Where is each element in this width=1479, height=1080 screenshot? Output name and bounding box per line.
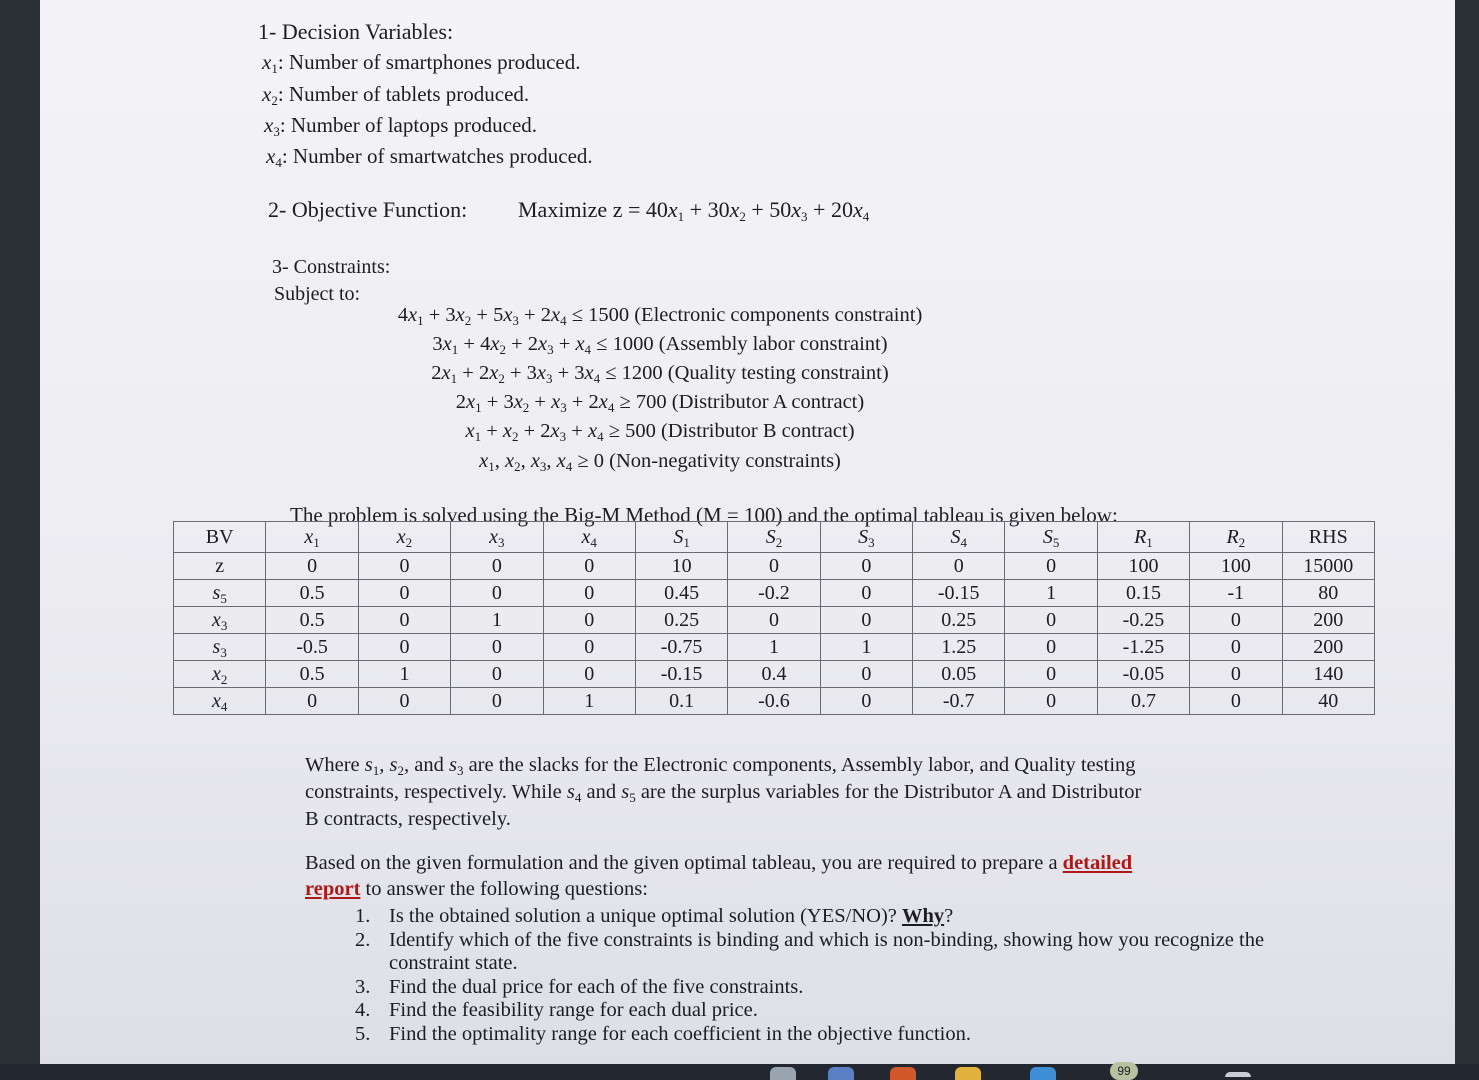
tableau-cell: 0 <box>728 607 820 634</box>
tableau-cell: 1 <box>358 661 450 688</box>
question-item: 4. Find the feasibility range for each dual price. <box>355 999 758 1021</box>
tableau-cell: 0 <box>451 661 543 688</box>
report-emphasis: report <box>305 878 361 900</box>
tableau-cell: 0 <box>1190 661 1282 688</box>
tableau-header-cell: $R_2$ <box>1190 522 1282 553</box>
basic-variable-cell: $s_5$ <box>174 580 266 607</box>
tableau-row <box>174 580 1375 607</box>
tableau-cell: 0 <box>543 607 635 634</box>
tableau-row <box>174 553 1375 580</box>
tableau-header-cell: $x_4$ <box>543 522 635 553</box>
tableau-row <box>174 688 1375 715</box>
tableau-cell: 0 <box>543 634 635 661</box>
tableau-cell: 0 <box>266 688 358 715</box>
tableau-cell: 1 <box>728 634 820 661</box>
tableau-cell: 0.05 <box>913 661 1005 688</box>
tableau-cell: 0.5 <box>266 580 358 607</box>
tableau-cell: 0 <box>1005 634 1097 661</box>
tableau-cell: 0 <box>1190 688 1282 715</box>
tableau-cell: 0 <box>451 634 543 661</box>
tableau-cell: 0 <box>1005 607 1097 634</box>
tableau-header-cell: $S_5$ <box>1005 522 1097 553</box>
tableau-header-cell: BV <box>174 522 266 553</box>
tableau-cell: 0.7 <box>1097 688 1189 715</box>
detailed-emphasis: detailed <box>1062 852 1133 874</box>
tableau-header-cell: $S_3$ <box>820 522 912 553</box>
basic-variable-cell: $x_3$ <box>174 607 266 634</box>
question-item: 5. Find the optimality range for each coefficient in the objective function. <box>355 1022 971 1045</box>
decision-variable-item: $x_3$: Number of laptops produced. <box>264 113 538 139</box>
tableau-cell: -0.75 <box>635 634 727 661</box>
tableau-cell: 100 <box>1190 553 1282 580</box>
decision-variable-item: $x_4$: Number of smartwatches produced. <box>266 144 593 170</box>
basic-variable-cell: $x_4$ <box>174 688 266 715</box>
subject-to-label: Subject to: <box>274 283 361 305</box>
tableau-cell: 0 <box>913 553 1005 580</box>
tableau-cell: 1 <box>820 634 912 661</box>
optimal-tableau <box>173 521 1375 715</box>
tableau-row <box>174 607 1375 634</box>
tableau-cell: 10 <box>635 553 727 580</box>
tableau-cell: 80 <box>1282 580 1375 607</box>
tableau-row <box>174 634 1375 661</box>
tableau-header-cell: $S_4$ <box>913 522 1005 553</box>
tableau-header-cell: $x_1$ <box>266 522 358 553</box>
tableau-cell: 0.1 <box>635 688 727 715</box>
tableau-cell: 0 <box>266 553 358 580</box>
tableau-cell: 15000 <box>1282 553 1375 580</box>
tableau-cell: 0 <box>820 661 912 688</box>
tableau-cell: 0.4 <box>728 661 820 688</box>
decision-variable-item: $x_1$: Number of smartphones produced. <box>262 50 581 76</box>
tableau-cell: -0.6 <box>728 688 820 715</box>
tableau-cell: -1.25 <box>1097 634 1189 661</box>
tableau-cell: 200 <box>1282 607 1375 634</box>
tableau-cell: 0.25 <box>635 607 727 634</box>
tableau-cell: 0 <box>820 580 912 607</box>
app-icon[interactable] <box>1030 1067 1056 1080</box>
report-instructions: Based on the given formulation and the given optimal tableau, you are required to prepare a detailed report to answer the following questions: <box>305 852 1133 900</box>
document-page <box>40 0 1455 1065</box>
tableau-cell: 0.5 <box>266 607 358 634</box>
tableau-row <box>174 661 1375 688</box>
constraint-row: $4x_1 + 3x_2 + 5x_3 + 2x_4 \le 1500$ (Electronic components constraint) <box>397 304 923 328</box>
tableau-cell: 0 <box>543 580 635 607</box>
taskbar <box>0 1064 1479 1080</box>
objective-heading: 2- Objective Function: <box>268 197 468 222</box>
tableau-cell: 0 <box>820 607 912 634</box>
tableau-cell: 0 <box>358 553 450 580</box>
tableau-cell: 1 <box>451 607 543 634</box>
constraint-row: $2x_1 + 3x_2 + x_3 + 2x_4 \ge 700$ (Distributor A contract) <box>455 391 865 415</box>
tableau-cell: -0.7 <box>913 688 1005 715</box>
tableau-cell: -0.2 <box>728 580 820 607</box>
tableau-cell: 100 <box>1097 553 1189 580</box>
tableau-cell: 0 <box>820 553 912 580</box>
basic-variable-cell: $s_3$ <box>174 634 266 661</box>
tableau-header-row <box>174 522 1375 553</box>
tableau-cell: 0 <box>358 607 450 634</box>
tableau-cell: 140 <box>1282 661 1375 688</box>
tableau-cell: 0 <box>543 553 635 580</box>
tableau-cell: 0.5 <box>266 661 358 688</box>
slack-surplus-note: Where $s_1$, $s_2$, and $s_3$ are the slacks for the Electronic components, Assembly labor, and Quality testing constraints, respectively. While $s_4$ and $s_5$ are the surplus variables for the Distributor A and Distributor B contracts, respectively. <box>305 754 1142 830</box>
tableau-cell: 0 <box>451 688 543 715</box>
tableau-cell: 0 <box>1190 607 1282 634</box>
tableau-header-cell: RHS <box>1282 522 1375 553</box>
tableau-cell: 0.45 <box>635 580 727 607</box>
tableau-cell: 0 <box>728 553 820 580</box>
constraint-row: $3x_1 + 4x_2 + 2x_3 + x_4 \le 1000$ (Assembly labor constraint) <box>432 333 888 357</box>
tableau-cell: 0 <box>358 580 450 607</box>
tableau-header-cell: $S_1$ <box>635 522 727 553</box>
tableau-cell: -0.15 <box>913 580 1005 607</box>
tableau-cell: 0 <box>358 634 450 661</box>
tableau-cell: -0.15 <box>635 661 727 688</box>
tableau-cell: 1.25 <box>913 634 1005 661</box>
tableau-cell: 0 <box>820 688 912 715</box>
constraints-heading: 3- Constraints: <box>272 256 391 278</box>
tableau-cell: 1 <box>543 688 635 715</box>
tableau-intro: The problem is solved using the Big-M Method (M = 100) and the optimal tableau is given below: <box>290 503 1118 527</box>
tableau-cell: 0 <box>1005 688 1097 715</box>
tableau-cell: 0.15 <box>1097 580 1189 607</box>
tableau-cell: -0.5 <box>266 634 358 661</box>
constraint-row: $2x_1 + 2x_2 + 3x_3 + 3x_4 \le 1200$ (Quality testing constraint) <box>431 362 889 386</box>
question-item: 1. Is the obtained solution a unique optimal solution (YES/NO)? Why? <box>355 905 954 927</box>
tableau-cell: -0.05 <box>1097 661 1189 688</box>
objective-function: Maximize $z = 40x_1 + 30x_2 + 50x_3 + 20x_4$ <box>518 197 870 224</box>
tableau-cell: -1 <box>1190 580 1282 607</box>
tableau-cell: 0 <box>1005 553 1097 580</box>
basic-variable-cell: $x_2$ <box>174 661 266 688</box>
tableau-cell: 0 <box>451 553 543 580</box>
question-list <box>355 905 1275 1046</box>
tableau-header-cell: $x_2$ <box>358 522 450 553</box>
tableau-header-cell: $R_1$ <box>1097 522 1189 553</box>
decision-variable-item: $x_2$: Number of tablets produced. <box>262 82 530 108</box>
question-item: 3. Find the dual price for each of the five constraints. <box>355 975 804 998</box>
tableau-cell: 0 <box>1005 661 1097 688</box>
tableau-cell: 1 <box>1005 580 1097 607</box>
tableau-cell: 200 <box>1282 634 1375 661</box>
app-icon[interactable] <box>770 1067 796 1080</box>
nonnegativity-constraint: $x_1$, $x_2$, $x_3$, $x_4 \ge 0$ (Non-negativity constraints) <box>479 450 841 474</box>
tableau-cell: 0.25 <box>913 607 1005 634</box>
constraint-row: $x_1 + x_2 + 2x_3 + x_4 \ge 500$ (Distributor B contract) <box>465 420 855 444</box>
tableau-cell: 0 <box>451 580 543 607</box>
notification-badge: 99 <box>1110 1062 1138 1080</box>
question-item: 2. Identify which of the five constraints is binding and which is non-binding, showing how you recognize the constraint state. <box>355 928 1265 974</box>
app-icon[interactable] <box>1225 1072 1251 1077</box>
tableau-cell: 0 <box>358 688 450 715</box>
tableau-cell: -0.25 <box>1097 607 1189 634</box>
tableau-cell: 0 <box>1190 634 1282 661</box>
tableau-header-cell: $x_3$ <box>451 522 543 553</box>
app-icon[interactable] <box>890 1067 916 1080</box>
tableau-cell: 40 <box>1282 688 1375 715</box>
basic-variable-cell: z <box>174 553 266 580</box>
tableau-header-cell: $S_2$ <box>728 522 820 553</box>
folder-icon[interactable] <box>955 1067 981 1080</box>
tableau-cell: 0 <box>543 661 635 688</box>
decision-variables-heading: 1- Decision Variables: <box>258 19 454 44</box>
app-icon[interactable] <box>828 1067 854 1080</box>
